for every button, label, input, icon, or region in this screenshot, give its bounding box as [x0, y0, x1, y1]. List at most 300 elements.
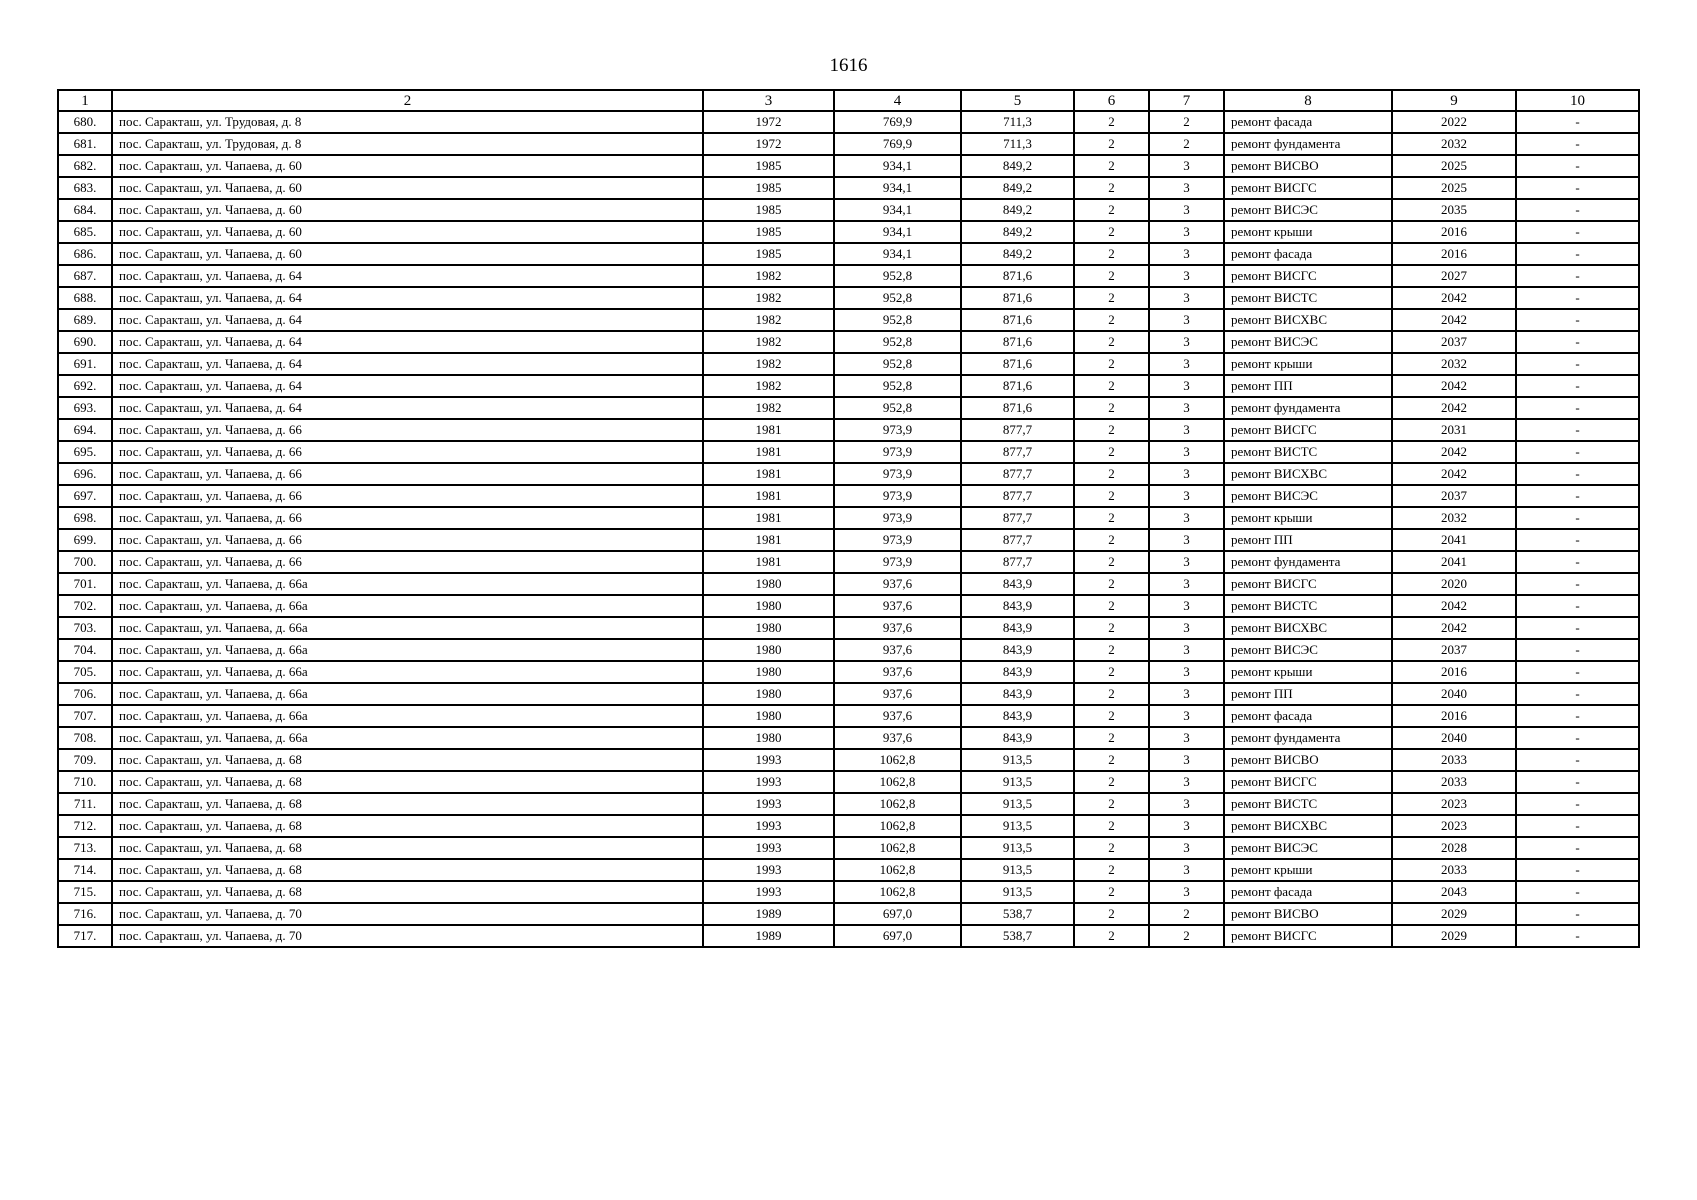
table-row	[58, 441, 1639, 463]
entrances-cell: 3	[1149, 529, 1224, 551]
address-cell: пос. Саракташ, ул. Чапаева, д. 66	[112, 441, 703, 463]
floors-cell: 2	[1074, 771, 1149, 793]
entrances-cell: 3	[1149, 507, 1224, 529]
year-built-cell: 1985	[703, 155, 834, 177]
entrances-cell: 3	[1149, 859, 1224, 881]
total-area-cell: 1062,8	[834, 881, 961, 903]
floors-cell: 2	[1074, 903, 1149, 925]
address-cell: пос. Саракташ, ул. Чапаева, д. 64	[112, 287, 703, 309]
table-row	[58, 881, 1639, 903]
total-area-cell: 952,8	[834, 331, 961, 353]
table-row	[58, 683, 1639, 705]
note-cell: -	[1516, 221, 1639, 243]
note-cell: -	[1516, 639, 1639, 661]
living-area-cell: 843,9	[961, 705, 1074, 727]
year-built-cell: 1993	[703, 793, 834, 815]
total-area-cell: 769,9	[834, 111, 961, 133]
planned-year-cell: 2033	[1392, 859, 1516, 881]
year-built-cell: 1980	[703, 573, 834, 595]
planned-year-cell: 2016	[1392, 221, 1516, 243]
entrances-cell: 3	[1149, 287, 1224, 309]
work-type-cell: ремонт фасада	[1224, 881, 1392, 903]
table-row	[58, 793, 1639, 815]
row-number-cell: 691.	[58, 353, 112, 375]
floors-cell: 2	[1074, 551, 1149, 573]
floors-cell: 2	[1074, 155, 1149, 177]
address-cell: пос. Саракташ, ул. Чапаева, д. 60	[112, 243, 703, 265]
total-area-cell: 934,1	[834, 155, 961, 177]
total-area-cell: 697,0	[834, 925, 961, 947]
note-cell: -	[1516, 859, 1639, 881]
living-area-cell: 913,5	[961, 749, 1074, 771]
total-area-cell: 937,6	[834, 683, 961, 705]
floors-cell: 2	[1074, 485, 1149, 507]
table-row	[58, 133, 1639, 155]
row-number-cell: 714.	[58, 859, 112, 881]
note-cell: -	[1516, 287, 1639, 309]
work-type-cell: ремонт ВИСГС	[1224, 771, 1392, 793]
address-cell: пос. Саракташ, ул. Чапаева, д. 60	[112, 177, 703, 199]
year-built-cell: 1993	[703, 881, 834, 903]
note-cell: -	[1516, 463, 1639, 485]
planned-year-cell: 2042	[1392, 463, 1516, 485]
column-header: 8	[1224, 90, 1392, 111]
address-cell: пос. Саракташ, ул. Трудовая, д. 8	[112, 111, 703, 133]
row-number-cell: 713.	[58, 837, 112, 859]
table-row	[58, 529, 1639, 551]
work-type-cell: ремонт фундамента	[1224, 727, 1392, 749]
floors-cell: 2	[1074, 353, 1149, 375]
living-area-cell: 843,9	[961, 573, 1074, 595]
address-cell: пос. Саракташ, ул. Чапаева, д. 66а	[112, 639, 703, 661]
note-cell: -	[1516, 485, 1639, 507]
table-row	[58, 155, 1639, 177]
entrances-cell: 3	[1149, 771, 1224, 793]
total-area-cell: 937,6	[834, 617, 961, 639]
note-cell: -	[1516, 573, 1639, 595]
year-built-cell: 1980	[703, 617, 834, 639]
row-number-cell: 698.	[58, 507, 112, 529]
planned-year-cell: 2028	[1392, 837, 1516, 859]
entrances-cell: 3	[1149, 837, 1224, 859]
floors-cell: 2	[1074, 925, 1149, 947]
total-area-cell: 937,6	[834, 661, 961, 683]
living-area-cell: 849,2	[961, 199, 1074, 221]
floors-cell: 2	[1074, 177, 1149, 199]
address-cell: пос. Саракташ, ул. Чапаева, д. 60	[112, 199, 703, 221]
floors-cell: 2	[1074, 397, 1149, 419]
address-cell: пос. Саракташ, ул. Чапаева, д. 64	[112, 331, 703, 353]
year-built-cell: 1980	[703, 705, 834, 727]
row-number-cell: 710.	[58, 771, 112, 793]
work-type-cell: ремонт крыши	[1224, 507, 1392, 529]
note-cell: -	[1516, 397, 1639, 419]
planned-year-cell: 2027	[1392, 265, 1516, 287]
row-number-cell: 693.	[58, 397, 112, 419]
work-type-cell: ремонт ВИСЭС	[1224, 837, 1392, 859]
planned-year-cell: 2025	[1392, 177, 1516, 199]
planned-year-cell: 2042	[1392, 441, 1516, 463]
year-built-cell: 1981	[703, 529, 834, 551]
planned-year-cell: 2041	[1392, 529, 1516, 551]
entrances-cell: 3	[1149, 551, 1224, 573]
work-type-cell: ремонт фундамента	[1224, 133, 1392, 155]
note-cell: -	[1516, 815, 1639, 837]
year-built-cell: 1980	[703, 661, 834, 683]
total-area-cell: 934,1	[834, 177, 961, 199]
entrances-cell: 3	[1149, 243, 1224, 265]
year-built-cell: 1982	[703, 397, 834, 419]
floors-cell: 2	[1074, 881, 1149, 903]
work-type-cell: ремонт ВИСХВС	[1224, 309, 1392, 331]
row-number-cell: 684.	[58, 199, 112, 221]
planned-year-cell: 2040	[1392, 727, 1516, 749]
table-row	[58, 485, 1639, 507]
living-area-cell: 913,5	[961, 881, 1074, 903]
planned-year-cell: 2035	[1392, 199, 1516, 221]
entrances-cell: 3	[1149, 573, 1224, 595]
living-area-cell: 843,9	[961, 683, 1074, 705]
table-row	[58, 771, 1639, 793]
planned-year-cell: 2042	[1392, 397, 1516, 419]
column-header: 5	[961, 90, 1074, 111]
planned-year-cell: 2037	[1392, 639, 1516, 661]
note-cell: -	[1516, 595, 1639, 617]
living-area-cell: 711,3	[961, 111, 1074, 133]
entrances-cell: 3	[1149, 397, 1224, 419]
work-type-cell: ремонт крыши	[1224, 661, 1392, 683]
row-number-cell: 705.	[58, 661, 112, 683]
table-row	[58, 221, 1639, 243]
year-built-cell: 1981	[703, 463, 834, 485]
table-row	[58, 353, 1639, 375]
living-area-cell: 877,7	[961, 529, 1074, 551]
work-type-cell: ремонт фасада	[1224, 243, 1392, 265]
living-area-cell: 849,2	[961, 177, 1074, 199]
address-cell: пос. Саракташ, ул. Чапаева, д. 66а	[112, 573, 703, 595]
table-row	[58, 199, 1639, 221]
column-header: 6	[1074, 90, 1149, 111]
year-built-cell: 1982	[703, 287, 834, 309]
total-area-cell: 952,8	[834, 353, 961, 375]
year-built-cell: 1989	[703, 925, 834, 947]
total-area-cell: 973,9	[834, 551, 961, 573]
work-type-cell: ремонт ВИСТС	[1224, 595, 1392, 617]
total-area-cell: 952,8	[834, 397, 961, 419]
note-cell: -	[1516, 177, 1639, 199]
note-cell: -	[1516, 111, 1639, 133]
year-built-cell: 1989	[703, 903, 834, 925]
row-number-cell: 686.	[58, 243, 112, 265]
entrances-cell: 3	[1149, 661, 1224, 683]
year-built-cell: 1980	[703, 683, 834, 705]
address-cell: пос. Саракташ, ул. Чапаева, д. 68	[112, 771, 703, 793]
total-area-cell: 973,9	[834, 419, 961, 441]
table-row	[58, 749, 1639, 771]
note-cell: -	[1516, 529, 1639, 551]
entrances-cell: 3	[1149, 221, 1224, 243]
planned-year-cell: 2023	[1392, 815, 1516, 837]
work-type-cell: ремонт ВИСЭС	[1224, 199, 1392, 221]
total-area-cell: 934,1	[834, 199, 961, 221]
living-area-cell: 877,7	[961, 463, 1074, 485]
floors-cell: 2	[1074, 837, 1149, 859]
year-built-cell: 1981	[703, 441, 834, 463]
address-cell: пос. Саракташ, ул. Чапаева, д. 60	[112, 221, 703, 243]
total-area-cell: 937,6	[834, 639, 961, 661]
entrances-cell: 3	[1149, 441, 1224, 463]
table-row	[58, 903, 1639, 925]
year-built-cell: 1985	[703, 243, 834, 265]
address-cell: пос. Саракташ, ул. Трудовая, д. 8	[112, 133, 703, 155]
note-cell: -	[1516, 309, 1639, 331]
work-type-cell: ремонт крыши	[1224, 353, 1392, 375]
planned-year-cell: 2042	[1392, 309, 1516, 331]
row-number-cell: 702.	[58, 595, 112, 617]
table-row	[58, 639, 1639, 661]
total-area-cell: 1062,8	[834, 771, 961, 793]
row-number-cell: 716.	[58, 903, 112, 925]
total-area-cell: 769,9	[834, 133, 961, 155]
row-number-cell: 709.	[58, 749, 112, 771]
row-number-cell: 689.	[58, 309, 112, 331]
work-type-cell: ремонт ВИСТС	[1224, 793, 1392, 815]
living-area-cell: 843,9	[961, 595, 1074, 617]
table-row	[58, 397, 1639, 419]
column-header: 1	[58, 90, 112, 111]
address-cell: пос. Саракташ, ул. Чапаева, д. 66	[112, 419, 703, 441]
work-type-cell: ремонт ПП	[1224, 683, 1392, 705]
living-area-cell: 871,6	[961, 375, 1074, 397]
row-number-cell: 704.	[58, 639, 112, 661]
column-header: 7	[1149, 90, 1224, 111]
table-row	[58, 661, 1639, 683]
year-built-cell: 1993	[703, 837, 834, 859]
living-area-cell: 843,9	[961, 727, 1074, 749]
table-row	[58, 375, 1639, 397]
row-number-cell: 712.	[58, 815, 112, 837]
floors-cell: 2	[1074, 705, 1149, 727]
note-cell: -	[1516, 925, 1639, 947]
table-row	[58, 507, 1639, 529]
address-cell: пос. Саракташ, ул. Чапаева, д. 66а	[112, 595, 703, 617]
row-number-cell: 695.	[58, 441, 112, 463]
floors-cell: 2	[1074, 793, 1149, 815]
total-area-cell: 934,1	[834, 221, 961, 243]
note-cell: -	[1516, 727, 1639, 749]
living-area-cell: 877,7	[961, 419, 1074, 441]
entrances-cell: 3	[1149, 485, 1224, 507]
total-area-cell: 1062,8	[834, 749, 961, 771]
entrances-cell: 3	[1149, 749, 1224, 771]
planned-year-cell: 2042	[1392, 617, 1516, 639]
total-area-cell: 973,9	[834, 485, 961, 507]
table-row	[58, 705, 1639, 727]
address-cell: пос. Саракташ, ул. Чапаева, д. 66	[112, 507, 703, 529]
entrances-cell: 3	[1149, 375, 1224, 397]
row-number-cell: 685.	[58, 221, 112, 243]
row-number-cell: 706.	[58, 683, 112, 705]
entrances-cell: 3	[1149, 155, 1224, 177]
row-number-cell: 694.	[58, 419, 112, 441]
table-row	[58, 925, 1639, 947]
floors-cell: 2	[1074, 111, 1149, 133]
work-type-cell: ремонт ВИСХВС	[1224, 617, 1392, 639]
row-number-cell: 708.	[58, 727, 112, 749]
header-row	[58, 90, 1639, 111]
year-built-cell: 1981	[703, 507, 834, 529]
living-area-cell: 877,7	[961, 507, 1074, 529]
work-type-cell: ремонт ВИСГС	[1224, 177, 1392, 199]
note-cell: -	[1516, 265, 1639, 287]
total-area-cell: 1062,8	[834, 793, 961, 815]
total-area-cell: 973,9	[834, 507, 961, 529]
column-header: 4	[834, 90, 961, 111]
table-body	[58, 111, 1639, 947]
note-cell: -	[1516, 881, 1639, 903]
year-built-cell: 1972	[703, 133, 834, 155]
floors-cell: 2	[1074, 683, 1149, 705]
work-type-cell: ремонт крыши	[1224, 859, 1392, 881]
planned-year-cell: 2022	[1392, 111, 1516, 133]
year-built-cell: 1981	[703, 419, 834, 441]
entrances-cell: 3	[1149, 463, 1224, 485]
table-row	[58, 617, 1639, 639]
living-area-cell: 871,6	[961, 397, 1074, 419]
year-built-cell: 1972	[703, 111, 834, 133]
note-cell: -	[1516, 903, 1639, 925]
living-area-cell: 877,7	[961, 441, 1074, 463]
entrances-cell: 3	[1149, 639, 1224, 661]
work-type-cell: ремонт ВИСЭС	[1224, 331, 1392, 353]
note-cell: -	[1516, 199, 1639, 221]
address-cell: пос. Саракташ, ул. Чапаева, д. 60	[112, 155, 703, 177]
address-cell: пос. Саракташ, ул. Чапаева, д. 64	[112, 353, 703, 375]
total-area-cell: 973,9	[834, 441, 961, 463]
floors-cell: 2	[1074, 375, 1149, 397]
entrances-cell: 3	[1149, 331, 1224, 353]
work-type-cell: ремонт фасада	[1224, 111, 1392, 133]
entrances-cell: 2	[1149, 903, 1224, 925]
living-area-cell: 877,7	[961, 551, 1074, 573]
work-type-cell: ремонт ВИСВО	[1224, 903, 1392, 925]
table-row	[58, 309, 1639, 331]
living-area-cell: 871,6	[961, 265, 1074, 287]
floors-cell: 2	[1074, 639, 1149, 661]
year-built-cell: 1981	[703, 485, 834, 507]
total-area-cell: 937,6	[834, 595, 961, 617]
floors-cell: 2	[1074, 727, 1149, 749]
note-cell: -	[1516, 551, 1639, 573]
total-area-cell: 952,8	[834, 287, 961, 309]
planned-year-cell: 2016	[1392, 243, 1516, 265]
floors-cell: 2	[1074, 441, 1149, 463]
total-area-cell: 973,9	[834, 529, 961, 551]
floors-cell: 2	[1074, 573, 1149, 595]
column-header: 9	[1392, 90, 1516, 111]
year-built-cell: 1993	[703, 771, 834, 793]
address-cell: пос. Саракташ, ул. Чапаева, д. 70	[112, 903, 703, 925]
work-type-cell: ремонт ВИСХВС	[1224, 815, 1392, 837]
living-area-cell: 871,6	[961, 309, 1074, 331]
total-area-cell: 937,6	[834, 727, 961, 749]
total-area-cell: 934,1	[834, 243, 961, 265]
floors-cell: 2	[1074, 463, 1149, 485]
note-cell: -	[1516, 771, 1639, 793]
living-area-cell: 871,6	[961, 331, 1074, 353]
entrances-cell: 3	[1149, 265, 1224, 287]
planned-year-cell: 2016	[1392, 705, 1516, 727]
row-number-cell: 687.	[58, 265, 112, 287]
planned-year-cell: 2037	[1392, 485, 1516, 507]
year-built-cell: 1980	[703, 639, 834, 661]
row-number-cell: 680.	[58, 111, 112, 133]
floors-cell: 2	[1074, 199, 1149, 221]
work-type-cell: ремонт фасада	[1224, 705, 1392, 727]
address-cell: пос. Саракташ, ул. Чапаева, д. 68	[112, 859, 703, 881]
entrances-cell: 3	[1149, 353, 1224, 375]
work-type-cell: ремонт ПП	[1224, 529, 1392, 551]
address-cell: пос. Саракташ, ул. Чапаева, д. 66а	[112, 705, 703, 727]
table-row	[58, 265, 1639, 287]
planned-year-cell: 2033	[1392, 749, 1516, 771]
floors-cell: 2	[1074, 507, 1149, 529]
row-number-cell: 697.	[58, 485, 112, 507]
floors-cell: 2	[1074, 859, 1149, 881]
planned-year-cell: 2029	[1392, 925, 1516, 947]
entrances-cell: 3	[1149, 727, 1224, 749]
note-cell: -	[1516, 507, 1639, 529]
year-built-cell: 1982	[703, 331, 834, 353]
work-type-cell: ремонт ВИСГС	[1224, 573, 1392, 595]
planned-year-cell: 2043	[1392, 881, 1516, 903]
living-area-cell: 871,6	[961, 353, 1074, 375]
floors-cell: 2	[1074, 529, 1149, 551]
year-built-cell: 1982	[703, 375, 834, 397]
living-area-cell: 913,5	[961, 815, 1074, 837]
living-area-cell: 843,9	[961, 639, 1074, 661]
planned-year-cell: 2032	[1392, 507, 1516, 529]
row-number-cell: 715.	[58, 881, 112, 903]
address-cell: пос. Саракташ, ул. Чапаева, д. 64	[112, 397, 703, 419]
floors-cell: 2	[1074, 243, 1149, 265]
table-row	[58, 463, 1639, 485]
column-header: 3	[703, 90, 834, 111]
entrances-cell: 3	[1149, 793, 1224, 815]
row-number-cell: 692.	[58, 375, 112, 397]
row-number-cell: 683.	[58, 177, 112, 199]
planned-year-cell: 2040	[1392, 683, 1516, 705]
floors-cell: 2	[1074, 419, 1149, 441]
table-row	[58, 573, 1639, 595]
note-cell: -	[1516, 705, 1639, 727]
table-row	[58, 111, 1639, 133]
year-built-cell: 1982	[703, 353, 834, 375]
planned-year-cell: 2020	[1392, 573, 1516, 595]
column-header: 10	[1516, 90, 1639, 111]
total-area-cell: 952,8	[834, 265, 961, 287]
row-number-cell: 699.	[58, 529, 112, 551]
planned-year-cell: 2037	[1392, 331, 1516, 353]
planned-year-cell: 2042	[1392, 287, 1516, 309]
entrances-cell: 3	[1149, 309, 1224, 331]
total-area-cell: 937,6	[834, 705, 961, 727]
year-built-cell: 1982	[703, 309, 834, 331]
table-row	[58, 419, 1639, 441]
living-area-cell: 913,5	[961, 837, 1074, 859]
planned-year-cell: 2025	[1392, 155, 1516, 177]
floors-cell: 2	[1074, 749, 1149, 771]
